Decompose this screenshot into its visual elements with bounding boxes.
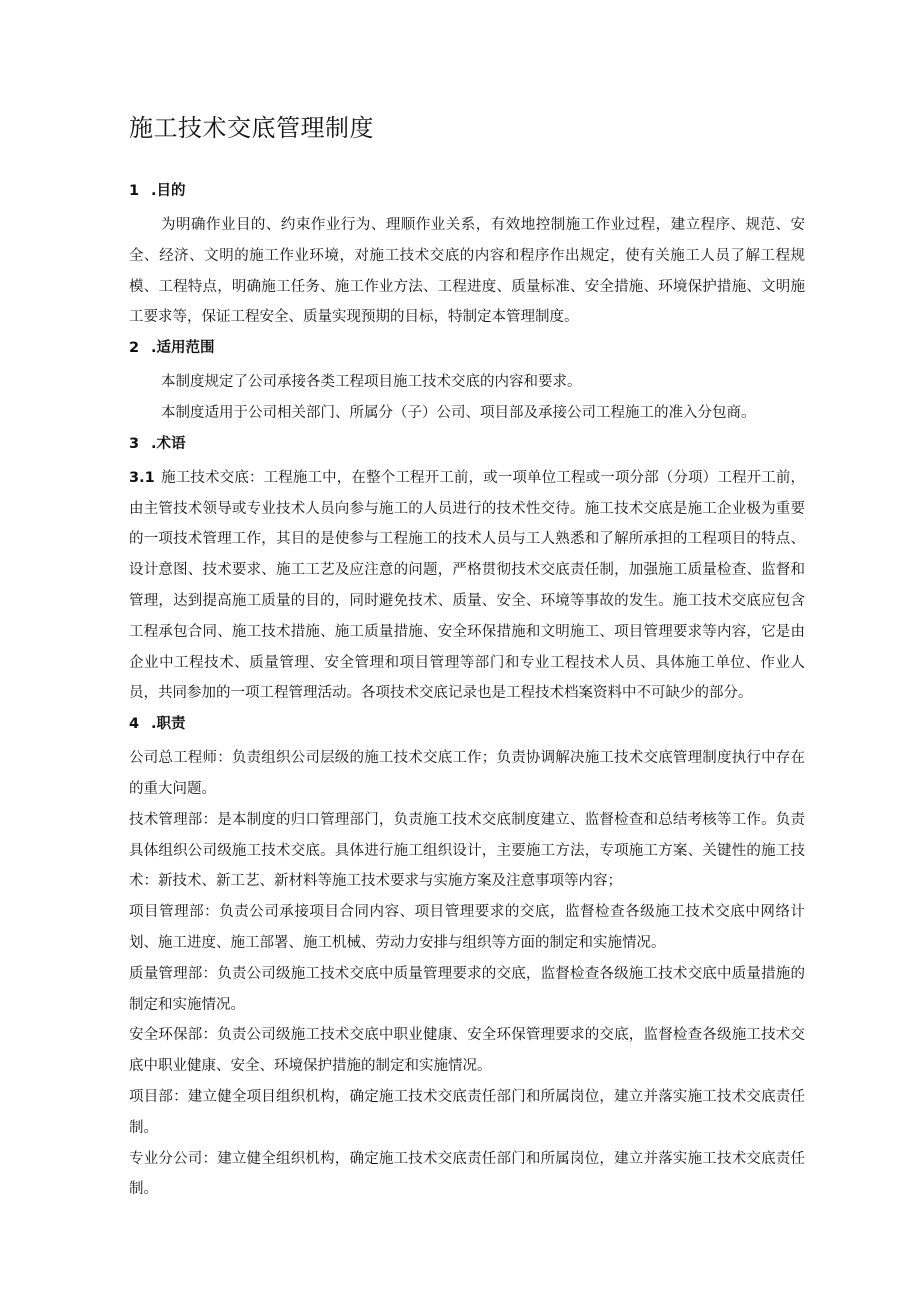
section-number: 3 [129, 435, 140, 452]
paragraph: 公司总工程师：负责组织公司层级的施工技术交底工作；负责协调解决施工技术交底管理制度执行中存在的重大问题。 [129, 750, 805, 797]
section-heading-purpose [129, 180, 805, 202]
section-title: .术语 [151, 435, 186, 452]
section-title: .目的 [151, 183, 186, 199]
section-title: .适用范围 [151, 340, 215, 357]
paragraph: 项目部：建立健全项目组织机构，确定施工技术交底责任部门和所属岗位，建立并落实施工技术交底责任制。 [129, 1088, 805, 1136]
section-heading-responsibilities [129, 713, 805, 735]
section-number: 4 [129, 716, 140, 733]
paragraph: 本制度适用于公司相关部门、所属分（子）公司、项目部及承接公司工程施工的准入分包商。 [161, 404, 756, 421]
paragraph: 为明确作业目的、约束作业行为、理顺作业关系，有效地控制施工作业过程，建立程序、规范、安全、经济、文明的施工作业环境，对施工技术交底的内容和程序作出规定，使有关施工人员了解工程规模、工程特点，明确施工任务、施工作业方法、工程进度、质量标准、安全措施、环境保护措施、文明施工要求等，保证工程安全、质量实现预期的目标，特制定本管理制度。 [129, 217, 805, 326]
section-heading-scope [129, 337, 805, 359]
clause-number: 3.1 [129, 469, 155, 486]
paragraph: 质量管理部：负责公司级施工技术交底中质量管理要求的交底，监督检查各级施工技术交底中质量措施的制定和实施情况。 [129, 965, 805, 1013]
section-number: 2 [129, 340, 140, 357]
clause-paragraph [129, 463, 805, 709]
paragraph: 项目管理部：负责公司承接项目合同内容、项目管理要求的交底，监督检查各级施工技术交底中网络计划、施工进度、施工部署、施工机械、劳动力安排与组织等方面的制定和实施情况。 [129, 904, 805, 951]
clause-text: 施工技术交底：工程施工中，在整个工程开工前，或一项单位工程或一项分部（分项）工程开工前，由主管技术领导或专业技术人员向参与施工的人员进行的技术性交待。施工技术交底是施工企业极为重要的一项技术管理工作，其目的是使参与工程施工的技术人员与工人熟悉和了解所承担的工程项目的特点、设计意图、技术要求、施工工艺及应注意的问题，严格贯彻技术交底责任制，加强施工质量检查、监督和管理，达到提高施工质量的目的，同时避免技术、质量、安全、环境等事故的发生。施工技术交底应包含工程承包合同、施工技术措施、施工质量措施、安全环保措施和文明施工、项目管理要求等内容，它是由企业中工程技术、质量管理、安全管理和项目管理等部门和专业工程技术人员、具体施工单位、作业人员，共同参加的一项工程管理活动。各项技术交底记录也是工程技术档案资料中不可缺少的部分。 [129, 469, 805, 702]
paragraph: 安全环保部：负责公司级施工技术交底中职业健康、安全环保管理要求的交底，监督检查各级施工技术交底中职业健康、安全、环境保护措施的制定和实施情况。 [129, 1027, 805, 1075]
paragraph: 专业分公司：建立健全组织机构，确定施工技术交底责任部门和所属岗位，建立并落实施工技术交底责任制。 [129, 1150, 805, 1198]
section-heading-terms [129, 433, 805, 455]
document-page [129, 112, 805, 1205]
paragraph: 技术管理部：是本制度的归口管理部门，负责施工技术交底制度建立、监督检查和总结考核等工作。负责具体组织公司级施工技术交底。具体进行施工组织设计，主要施工方法，专项施工方案、关键性的施工技术：新技术、新工艺、新材料等施工技术要求与实施方案及注意事项等内容； [129, 811, 805, 890]
section-number: 1 [129, 183, 140, 199]
paragraph: 本制度规定了公司承接各类工程项目施工技术交底的内容和要求。 [161, 374, 582, 391]
section-title: .职责 [151, 716, 186, 733]
page-title: 施工技术交底管理制度 [129, 114, 374, 142]
